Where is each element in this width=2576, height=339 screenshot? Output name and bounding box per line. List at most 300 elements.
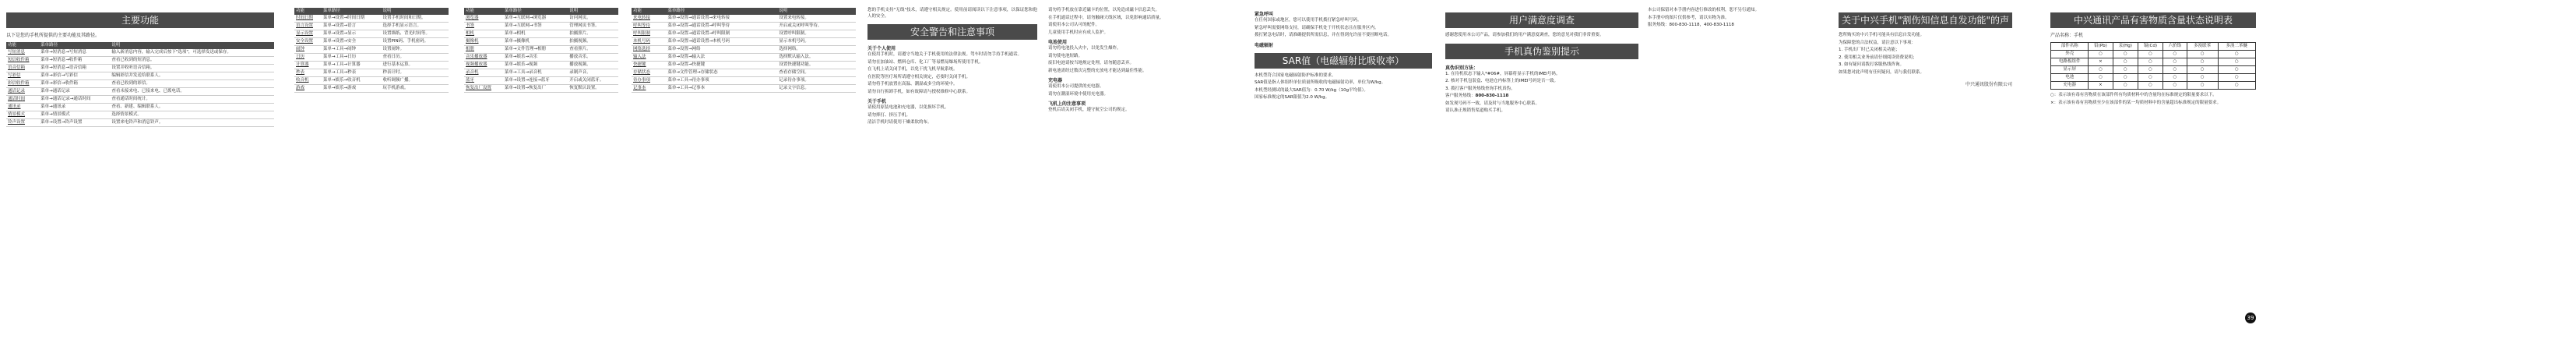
hotline-label: 客户服务热线：: [1445, 94, 1476, 98]
body-text: [1648, 8, 1825, 29]
cell: 设置呼叫限制。: [777, 30, 856, 38]
cell: 快捷键: [632, 62, 666, 69]
page-hazardous-substances: [2044, 0, 2262, 339]
cell: 呼叫等待: [632, 23, 666, 30]
cell: ○: [2163, 66, 2187, 74]
section-banner: SAR值（电磁辐射比吸收率）: [1255, 53, 1432, 69]
cell: 收听调频广播。: [382, 77, 449, 85]
table-row: [294, 85, 449, 93]
cell: 设置快捷键功能。: [777, 62, 856, 69]
section-banner: 用户满意度调查: [1445, 12, 1638, 28]
page-functions-4: [627, 0, 860, 339]
cell: 菜单→摄像机: [503, 38, 568, 46]
cell: 秒表: [294, 69, 322, 77]
cell: 管理网页书签。: [568, 23, 618, 30]
table-row: [464, 85, 618, 93]
cell: ○: [2218, 66, 2255, 74]
cell: 编辑彩信并发送给联系人。: [110, 72, 274, 80]
cell: 菜单→娱乐→音乐: [503, 54, 568, 62]
cell: 输入新消息内容，输入完成后按下"选项"，可选择发送或保存。: [110, 49, 274, 57]
section-heading: 关于个人使用: [867, 46, 896, 51]
cell: 菜单→短消息→语音信箱: [39, 65, 110, 72]
page-number-badge: 39: [2245, 313, 2256, 323]
substance-table: [2050, 42, 2256, 90]
cell: 拍摄照片。: [568, 30, 618, 38]
paragraph: ○：表示该有毒有害物质在该部件所有均质材料中的含量均在标准规定的限量要求以下。: [2050, 93, 2217, 97]
paragraph: SAR值是指人体组织单位质量所吸收的电磁辐射功率，单位为W/kg。: [1255, 80, 1386, 85]
cell: 菜单→通话记录→通话时间: [39, 96, 110, 104]
cell: 菜单→设置→通话设置→来电转接: [666, 15, 777, 23]
col-header: 说明: [777, 8, 856, 15]
table-row: [632, 30, 856, 38]
cell: 访问网页。: [568, 15, 618, 23]
cell: ○: [2138, 82, 2163, 90]
cell: 查看未接来电、已接来电、已拨电话。: [110, 88, 274, 96]
cell: 充电器: [2051, 82, 2089, 90]
table-row: [2051, 74, 2256, 82]
cell: 时间日期: [294, 15, 322, 23]
cell: 显示屏: [2051, 66, 2089, 74]
cell: 播放视频。: [568, 62, 618, 69]
cell: 呼叫限制: [632, 30, 666, 38]
col-header: 汞(Hg): [2113, 43, 2138, 51]
table-row: [632, 54, 856, 62]
cell: ○: [2187, 51, 2218, 58]
cell: 选择手机显示语言。: [382, 23, 449, 30]
cell: 存储状态: [632, 69, 666, 77]
cell: 菜单→设置→网络: [666, 46, 777, 54]
page-main-functions: [0, 0, 280, 339]
cell: ○: [2187, 82, 2218, 90]
cell: 菜单→文件管理→存储状态: [666, 69, 777, 77]
table-row: [2051, 82, 2256, 90]
cell: 设置来电铃声和消息铃声。: [110, 119, 274, 127]
hotline-line: [1445, 94, 1638, 100]
cell: 电池: [2051, 74, 2089, 82]
table-row: [294, 38, 449, 46]
paragraph: 清洁手机时请使用干燥柔软的布。: [867, 120, 932, 125]
table-row: [464, 77, 618, 85]
product-name: 手机: [2074, 33, 2084, 38]
cell: 通讯录: [6, 104, 39, 111]
cell: 电路板组件: [2051, 58, 2089, 66]
cell: ○: [2218, 74, 2255, 82]
paragraph: 紧急呼叫需要网络支持，请确保手机处于开机状态且在服务区内。: [1255, 25, 1379, 30]
cell: 设置并收听语音信箱。: [110, 65, 274, 72]
col-header: 功能: [294, 8, 322, 15]
section-heading: 紧急呼叫: [1255, 12, 1274, 17]
cell: 显示本机号码。: [777, 38, 856, 46]
cell: 设置PIN码、手机密码。: [382, 38, 449, 46]
cell: 秒表计时。: [382, 69, 449, 77]
page-safety-continued: [1043, 0, 1242, 339]
cell: ○: [2218, 51, 2255, 58]
section-heading: 电磁辐射: [1255, 42, 1274, 48]
table-row: [294, 77, 449, 85]
cell: ×: [2089, 58, 2113, 66]
cell: 菜单→设置→快捷键: [666, 62, 777, 69]
table-row: [632, 69, 856, 77]
table-row: [632, 38, 856, 46]
table-row: [464, 54, 618, 62]
cell: 播放音乐。: [568, 54, 618, 62]
section-heading: 真伪识别方法：: [1445, 65, 1479, 71]
cell: 菜单→娱乐→视频: [503, 62, 568, 69]
section-heading: 充电器: [1048, 78, 1063, 83]
cell: ○: [2089, 66, 2113, 74]
col-header: 部件名称: [2051, 43, 2089, 51]
paragraph: 请使用原装电池和充电器，以免损坏手机。: [867, 105, 949, 110]
cell: 菜单→彩信→收件箱: [39, 80, 110, 88]
col-header: 说明: [382, 8, 449, 15]
cell: 菜单→工具→秒表: [322, 69, 382, 77]
cell: ○: [2138, 66, 2163, 74]
cell: 通话时间: [6, 96, 39, 104]
page-functions-3: [459, 0, 623, 339]
paragraph: 在使用手机时，请遵守当地关于手机使用的法律法规。驾车时请勿手持手机通话。: [867, 52, 1022, 57]
hotline-number: 800-830-1118: [1475, 94, 1509, 98]
cell: 菜单→设置→通话设置→呼叫等待: [666, 23, 777, 30]
cell: 相机: [464, 30, 503, 38]
cell: 菜单→设置→输入法: [666, 54, 777, 62]
section-banner: 中兴通讯产品有害物质含量状态说明表: [2050, 12, 2256, 28]
cell: 外壳: [2051, 51, 2089, 58]
intro-paragraph: 您的手机支持"无线"技术，请遵守相关规定。使用前请阅读以下注意事项，以保证您和他人的安全。: [867, 8, 1037, 19]
cell: 查看通话时间统计。: [110, 96, 274, 104]
paragraph: 3. 如有疑问请拨打客服热线咨询。: [1839, 62, 1904, 67]
cell: 设置闹钟。: [382, 46, 449, 54]
cell: 菜单→设置→铃声设置: [39, 119, 110, 127]
cell: 本机号码: [632, 38, 666, 46]
table-row: [464, 30, 618, 38]
intro-note: 以下是您的手机所提供的主要功能及其路径。: [6, 33, 100, 38]
cell: ○: [2187, 58, 2218, 66]
cell: 菜单→互联网→书签: [503, 23, 568, 30]
cell: 语音信箱: [6, 65, 39, 72]
cell: 玩手机游戏。: [382, 85, 449, 93]
paragraph: 请使用本公司认可的配件。: [1048, 23, 1100, 27]
paragraph: 请勿摔打、挤压手机。: [867, 112, 911, 118]
paragraph: 在任何国家或地区，您可以使用手机拨打紧急呼叫号码。: [1255, 18, 1362, 23]
page-emergency-sar: [1250, 0, 1437, 339]
table-row: [6, 72, 274, 80]
cell: ○: [2187, 74, 2218, 82]
cell: 短信收件箱: [6, 57, 39, 65]
cell: 恢复默认设置。: [568, 85, 618, 93]
table-row: [2051, 58, 2256, 66]
cell: ○: [2113, 66, 2138, 74]
cell: 视频播放器: [464, 62, 503, 69]
cell: 菜单→工具→记事本: [666, 85, 777, 93]
cell: ○: [2163, 74, 2187, 82]
paragraph: 新电池需经过数次完整的充放电才能达到最佳性能。: [1048, 68, 1147, 73]
table-row: [6, 88, 274, 96]
col-header: 功能: [632, 8, 666, 15]
table-row: [2051, 51, 2256, 58]
col-header: 多溴二苯醚: [2218, 43, 2255, 51]
table-row: [294, 23, 449, 30]
paragraph: 您所购买的中兴手机可能具有信息自发功能。: [1839, 33, 1925, 37]
paragraph: 请认准正规销售渠道购买手机。: [1445, 108, 1506, 113]
table-row: [6, 49, 274, 57]
table-row: [294, 15, 449, 23]
cell: 菜单→通讯录: [39, 104, 110, 111]
cell: 写短消息: [6, 49, 39, 57]
paragraph: 在手机通话过程中，请勿触碰天线区域，以免影响通话质量。: [1048, 15, 1164, 20]
paragraph: 请勿使电池短路。: [1048, 53, 1083, 58]
col-header: 菜单路径: [666, 8, 777, 15]
cell: 音乐播放器: [464, 54, 503, 62]
body-text: [1255, 73, 1432, 101]
paragraph: 请勿将手机放置在高温、潮湿或多尘的环境中。: [867, 82, 958, 87]
section-banner: 手机真伪鉴别提示: [1445, 44, 1638, 59]
paragraph: 为保障您的合法权益，请注意以下事项：: [1839, 40, 1916, 45]
cell: 进行基本运算。: [382, 62, 449, 69]
section-banner: 主要功能: [6, 12, 274, 28]
cell: 查看日历。: [382, 54, 449, 62]
body-text: [1048, 84, 1237, 97]
body-text: [1048, 8, 1237, 36]
cell: 彩信收件箱: [6, 80, 39, 88]
cell: ○: [2163, 82, 2187, 90]
cell: 菜单→工具→待办事项: [666, 77, 777, 85]
cell: 录音机: [464, 69, 503, 77]
col-header: 菜单路径: [322, 8, 382, 15]
cell: 开启或关闭呼叫等待。: [777, 23, 856, 30]
cell: ○: [2138, 58, 2163, 66]
table-row: [6, 65, 274, 72]
body-text: [1255, 18, 1432, 39]
cell: ○: [2089, 51, 2113, 58]
cell: ×: [2089, 82, 2113, 90]
paragraph: 登机后请关闭手机，遵守航空公司的规定。: [1048, 108, 1130, 112]
col-header: 功能: [464, 8, 503, 15]
paragraph: 本机型符合国家电磁辐射防护标准的要求。: [1255, 72, 1336, 78]
table-row: [6, 57, 274, 65]
section-heading: 飞机上的注意事项: [1048, 101, 1086, 107]
paragraph: 请勿自行拆卸手机，如有故障请与授权维修中心联系。: [867, 89, 971, 94]
body-text: [1048, 46, 1237, 74]
cell: 菜单→设置→语言: [322, 23, 382, 30]
col-header: 菜单路径: [39, 42, 110, 49]
col-header: 功能: [6, 42, 39, 49]
function-table: [294, 8, 449, 93]
cell: 菜单→短消息→收件箱: [39, 57, 110, 65]
table-row: [632, 46, 856, 54]
table-row: [464, 38, 618, 46]
body-text: [867, 52, 1037, 95]
cell: 菜单→娱乐→游戏: [322, 85, 382, 93]
product-line: [2050, 33, 2256, 39]
col-header: 说明: [110, 42, 274, 49]
cell: 菜单→工具→日历: [322, 54, 382, 62]
cell: 菜单→工具→计算器: [322, 62, 382, 69]
cell: ○: [2138, 51, 2163, 58]
cell: 记事本: [632, 85, 666, 93]
cell: ○: [2218, 58, 2255, 66]
paragraph: 请勿在潮湿环境中使用充电器。: [1048, 91, 1109, 97]
body-text: [1048, 108, 1237, 114]
paragraph: 请使用本公司提供的充电器。: [1048, 84, 1104, 89]
cell: 选择默认输入法。: [777, 54, 856, 62]
cell: ○: [2163, 58, 2187, 66]
paragraph: 请勿在加油站、燃料仓库、化工厂等易燃易爆场所使用手机。: [867, 59, 984, 65]
cell: 蓝牙: [464, 77, 503, 85]
section-banner: 关于中兴手机"割伤知信息自发功能"的声明: [1839, 12, 2012, 28]
cell: ○: [2138, 74, 2163, 82]
cell: 网络选择: [632, 46, 666, 54]
page-declaration: [1834, 0, 2017, 339]
table-row: [6, 80, 274, 88]
paragraph: ×：表示该有毒有害物质至少在该部件的某一均质材料中的含量超出标准规定的限量要求。: [2050, 100, 2222, 105]
paragraph: 请勿将手机放在靠近磁卡的位置，以免造成磁卡信息丢失。: [1048, 8, 1160, 12]
cell: 查看已收到的彩信。: [110, 80, 274, 88]
table-row: [632, 23, 856, 30]
table-row: [294, 30, 449, 38]
table-row: [6, 119, 274, 127]
function-table: [632, 8, 856, 93]
cell: 开启或关闭蓝牙。: [568, 77, 618, 85]
cell: 恢复出厂设置: [464, 85, 503, 93]
cell: 菜单→设置→安全: [322, 38, 382, 46]
cell: 日历: [294, 54, 322, 62]
cell: 浏览器: [464, 15, 503, 23]
page-survey-authenticity: [1441, 0, 1643, 339]
body-text: [867, 105, 1037, 126]
cell: ○: [2218, 82, 2255, 90]
table-row: [294, 54, 449, 62]
legend-notes: [2050, 93, 2256, 106]
cell: 菜单→设置→恢复出厂: [503, 85, 568, 93]
cell: 菜单→设置→显示: [322, 30, 382, 38]
function-table: [464, 8, 618, 93]
table-row: [632, 62, 856, 69]
cell: 菜单→文件管理→相册: [503, 46, 568, 54]
cell: 菜单→设置→时间日期: [322, 15, 382, 23]
col-header: 多溴联苯: [2187, 43, 2218, 51]
cell: 显示设置: [294, 30, 322, 38]
cell: 查看已收到的短消息。: [110, 57, 274, 65]
cell: ○: [2089, 74, 2113, 82]
cell: 记录待办事项。: [777, 77, 856, 85]
paragraph: 1. 手机出厂时已关闭相关功能；: [1839, 48, 1900, 52]
paragraph: 2. 使用相关业务前请仔细阅读资费说明；: [1839, 55, 1917, 60]
paragraph: 3. 拨打客户服务热线查询手机真伪。: [1445, 86, 1515, 91]
cell: ○: [2113, 51, 2138, 58]
cell: 菜单→彩信→写彩信: [39, 72, 110, 80]
section-heading: 关于手机: [867, 99, 887, 104]
page-notice: [1643, 0, 1830, 339]
cell: 设置手机时间和日期。: [382, 15, 449, 23]
cell: 查看、新建、编辑联系人。: [110, 104, 274, 111]
paragraph: 服务热线：800-830-1118，400-830-1118: [1648, 23, 1734, 27]
paragraph: 请勿将电池投入火中，以免发生爆炸。: [1048, 46, 1121, 51]
cell: 录制声音。: [568, 69, 618, 77]
cell: 菜单→设置→连接→蓝牙: [503, 77, 568, 85]
cell: 菜单→工具→闹钟: [322, 46, 382, 54]
cell: 来电转接: [632, 15, 666, 23]
cell: 待办事项: [632, 77, 666, 85]
cell: 菜单→相机: [503, 30, 568, 38]
col-header: 菜单路径: [503, 8, 568, 15]
cell: 菜单→短消息→写短消息: [39, 49, 110, 57]
table-row: [464, 62, 618, 69]
cell: ○: [2113, 82, 2138, 90]
paragraph: 儿童使用手机时应有成人监护。: [1048, 30, 1109, 35]
page-safety-warnings: [863, 0, 1042, 339]
cell: 铃声设置: [6, 119, 39, 127]
section-heading: 电池使用: [1048, 40, 1068, 45]
paragraph: 废旧电池请按当地规定处理，请勿随意丢弃。: [1048, 61, 1135, 65]
table-row: [632, 77, 856, 85]
body-text: [1445, 72, 1638, 115]
cell: 收音机: [294, 77, 322, 85]
paragraph: 本公司保留对本手册内容进行修改的权利，恕不另行通知。: [1648, 8, 1760, 12]
table-row: [294, 69, 449, 77]
cell: 安全设置: [294, 38, 322, 46]
cell: 情景模式: [6, 111, 39, 119]
cell: 选择网络。: [777, 46, 856, 54]
cell: 相册: [464, 46, 503, 54]
cell: 计算器: [294, 62, 322, 69]
table-row: [632, 85, 856, 93]
cell: 输入法: [632, 54, 666, 62]
intro-paragraph: 感谢您使用本公司产品，请参加我们的用户满意度调查，您的意见对我们非常重要。: [1445, 33, 1604, 37]
table-row: [464, 15, 618, 23]
paragraph: 在医院等医疗场所请遵守相关规定，必要时关闭手机。: [867, 74, 971, 79]
cell: 通话记录: [6, 88, 39, 96]
section-banner: 安全警告和注意事项: [867, 24, 1037, 40]
cell: ○: [2163, 51, 2187, 58]
cell: 拍摄视频。: [568, 38, 618, 46]
cell: 菜单→工具→录音机: [503, 69, 568, 77]
table-row: [464, 46, 618, 54]
paragraph: 国家标准规定的SAR限值为2.0 W/kg。: [1255, 95, 1330, 100]
paragraph: 2. 核对手机包装盒、电池仓内标签上的IMEI号码是否一致。: [1445, 79, 1558, 83]
function-table: [6, 42, 274, 127]
table-row: [632, 15, 856, 23]
paragraph: 拨打紧急电话时，请准确提供所需信息，并在得到允许前不要挂断电话。: [1255, 33, 1392, 37]
paragraph: 本手册中的图片仅供参考，请以实物为准。: [1648, 15, 1730, 20]
cell: 菜单→设置→通话设置→本机号码: [666, 38, 777, 46]
cell: 菜单→娱乐→收音机: [322, 77, 382, 85]
cell: 菜单→通话记录: [39, 88, 110, 96]
cell: 写彩信: [6, 72, 39, 80]
paragraph: 在飞机上请关闭手机，以免干扰飞机导航系统。: [867, 67, 958, 72]
cell: 选择情景模式。: [110, 111, 274, 119]
page-functions-2: [290, 0, 453, 339]
table-row: [6, 104, 274, 111]
cell: 记录文字信息。: [777, 85, 856, 93]
table-row: [2051, 66, 2256, 74]
cell: 设置墙纸、背光时间等。: [382, 30, 449, 38]
cell: 设置来电转接。: [777, 15, 856, 23]
cell: 查看存储空间。: [777, 69, 856, 77]
cell: 查看照片。: [568, 46, 618, 54]
col-header: 镉(Cd): [2138, 43, 2163, 51]
table-row: [6, 96, 274, 104]
cell: 游戏: [294, 85, 322, 93]
table-row: [464, 69, 618, 77]
cell: 闹钟: [294, 46, 322, 54]
cell: 语言设置: [294, 23, 322, 30]
cell: ○: [2113, 74, 2138, 82]
cell: 摄像机: [464, 38, 503, 46]
table-row: [6, 111, 274, 119]
signature-company: 中兴通讯股份有限公司: [1965, 82, 2012, 87]
paragraph: 1. 在待机状态下输入*#06#，屏幕将显示手机的IMEI号码。: [1445, 71, 1561, 76]
paragraph: 本机型经测试的最大SAR值为：0.70 W/kg（10g平均值）。: [1255, 87, 1368, 93]
